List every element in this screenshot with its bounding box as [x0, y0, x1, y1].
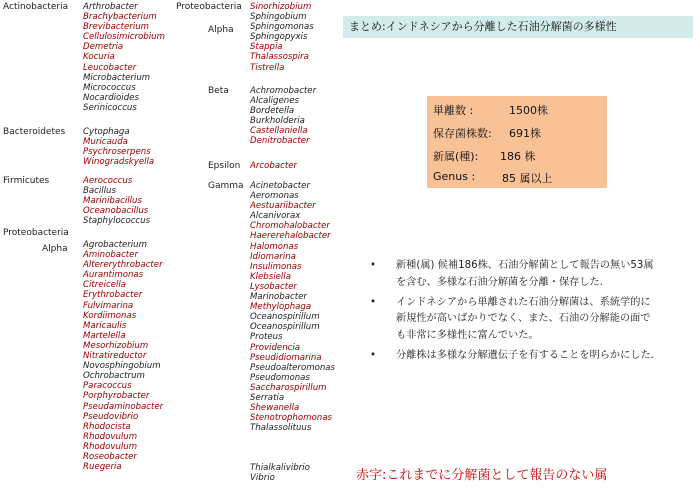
legend-note-red-text: 赤字:これまでに分解菌として報告のない属 — [356, 468, 608, 483]
genus-name-novel: Muricauda — [83, 137, 128, 148]
bullet-line: も非常に多様性に富んでいた。 — [396, 330, 539, 342]
genus-name-novel: Porphyrobacter — [83, 391, 150, 402]
genus-name-novel: Roseobacter — [83, 451, 137, 462]
stat-genus-label: Genus : — [433, 170, 476, 183]
genus-name-novel: Oceanobacillus — [83, 206, 149, 217]
genus-name-novel: Altererythrobacter — [83, 260, 163, 271]
genus-name: Agrobacterium — [83, 240, 147, 250]
genus-name: Nocardioides — [83, 92, 139, 103]
bullet-dot: • — [370, 260, 377, 271]
class-label-alpha-right: Alpha — [208, 25, 234, 35]
genus-name: Novosphingobium — [83, 361, 161, 372]
genus-name-novel: Castellaniella — [250, 126, 308, 137]
genus-name-novel: Rhodocista — [83, 421, 131, 432]
genus-name-novel: Rhodovulum — [83, 441, 138, 452]
genus-name: Micrococcus — [83, 82, 136, 93]
genus-name-novel: Methylophaga — [250, 302, 312, 313]
genus-name-novel: Stappia — [250, 42, 283, 53]
genus-name: Sphingobium — [250, 12, 307, 23]
stat-isolates-value: 1500株 — [509, 104, 548, 117]
phylum-label-actinobacteria: Actinobacteria — [3, 2, 69, 12]
genus-name: Bordetella — [250, 106, 295, 117]
stat-new-label: 新属(種): — [433, 150, 479, 163]
genus-name: Serratia — [250, 392, 285, 403]
class-label-alpha-left: Alpha — [42, 244, 68, 254]
genus-name-novel: Denitrobacter — [250, 136, 310, 147]
genus-name-novel: Aurantimonas — [83, 270, 144, 281]
genus-name-novel: Insulimonas — [250, 261, 302, 272]
genus-name-novel: Ruegeria — [83, 462, 122, 473]
genus-name-novel: Sinorhizobium — [250, 2, 312, 12]
stat-isolates-label: 単離数 : — [433, 104, 474, 117]
class-label-epsilon: Epsilon — [208, 161, 241, 171]
genus-name-novel: Aminobacter — [83, 250, 138, 261]
genus-list-beta — [250, 86, 316, 147]
genus-name: Arthrobacter — [83, 2, 138, 12]
genus-name-novel: Providencia — [250, 342, 301, 353]
genus-name-novel: Idiomarina — [250, 251, 296, 262]
genus-name: Pseudoalteromonas — [250, 362, 336, 373]
genus-list-gamma — [250, 181, 335, 433]
genus-name-novel: Lysobacter — [250, 281, 297, 292]
genus-name-novel: Erythrobacter — [83, 290, 143, 301]
genus-name: Burkholderia — [250, 116, 305, 127]
genus-name: Thalassolituus — [250, 423, 312, 434]
genus-name-novel: Kocuria — [83, 52, 115, 63]
genus-name: Aeromonas — [250, 191, 299, 202]
genus-name-novel: Psychroserpens — [83, 147, 151, 158]
bullet-line: 新種(属) 候補186株、石油分解菌として報告の無い53属 — [396, 260, 654, 271]
genus-name-novel: Pseudaminobacter — [83, 401, 164, 412]
bullet-item — [370, 348, 700, 365]
genus-list-epsilon — [250, 161, 297, 171]
genus-name: Ochrobactrum — [83, 371, 145, 382]
phylum-label-proteobacteria-right: Proteobacteria — [176, 2, 242, 12]
genus-name-novel: Maricaulis — [83, 320, 127, 331]
genus-name-novel: Kordiimonas — [83, 310, 137, 321]
genus-name-novel: Saccharospirillum — [250, 382, 327, 393]
genus-name-novel: Cellulosimicrobium — [83, 32, 165, 43]
genus-name-novel: Nitratireductor — [83, 351, 147, 362]
genus-name-novel: Paracoccus — [83, 381, 132, 392]
class-label-beta: Beta — [208, 86, 229, 96]
class-label-gamma: Gamma — [208, 181, 244, 191]
genus-name-novel: Pseudovibrio — [83, 411, 139, 422]
phylum-label-firmicutes: Firmicutes — [3, 176, 50, 186]
genus-name-novel: Tistrella — [250, 62, 285, 73]
genus-name: Vibrio — [250, 473, 275, 484]
genus-list-bacteroidetes — [83, 127, 154, 167]
genus-name: Proteus — [250, 332, 283, 343]
genus-list-actinobacteria — [83, 2, 165, 113]
genus-name-novel: Shewanella — [250, 403, 300, 414]
genus-name-novel: Fulvimarina — [83, 300, 134, 311]
genus-name-novel: Klebsiella — [250, 271, 291, 282]
genus-name: Marinobacter — [250, 292, 307, 303]
genus-list-alpha-right — [250, 2, 314, 73]
bullet-dot: • — [370, 296, 377, 308]
genus-name-novel: Brachybacterium — [83, 12, 157, 23]
genus-name: Alcanivorax — [250, 211, 301, 222]
genus-name: Serinicoccus — [83, 102, 137, 113]
genus-name: Pseudomonas — [250, 372, 310, 383]
genus-name-novel: Arcobacter — [250, 161, 298, 171]
genus-list-firmicutes — [83, 176, 150, 226]
genus-name: Thialkalivibrio — [250, 463, 310, 473]
genus-list-gamma-tail — [250, 463, 310, 483]
stat-stored-label: 保存菌株数: — [433, 127, 492, 140]
bullet-item — [370, 295, 700, 345]
genus-name-novel: Demetria — [83, 42, 124, 53]
phylum-label-proteobacteria-left: Proteobacteria — [3, 228, 69, 238]
genus-name-novel: Thalassospira — [250, 52, 309, 63]
genus-name-novel: Mesorhizobium — [83, 340, 149, 351]
genus-name-novel: Brevibacterium — [83, 22, 150, 33]
genus-name: Oceanospirillum — [250, 312, 320, 323]
genus-name-novel: Halomonas — [250, 241, 299, 252]
genus-name: Bacillus — [83, 186, 116, 197]
stat-new-value: 186 株 — [500, 150, 536, 163]
bullet-line: 分離株は多様な分解遺伝子を有することを明らかにした. — [396, 349, 654, 361]
bullet-line: 新規性が高いばかりでなく、また、石油の分解能の面で — [396, 313, 651, 325]
genus-name: Sphingopyxis — [250, 32, 308, 43]
genus-name: Sphingomonas — [250, 22, 314, 33]
genus-name-novel: Chromohalobacter — [250, 221, 330, 232]
summary-title-banner: まとめ:インドネシアから分離した石油分解菌の多様性 — [343, 16, 693, 38]
bullet-line: インドネシアから単離された石油分解菌は、系統学的に — [396, 296, 651, 308]
stat-stored-value: 691株 — [509, 127, 541, 140]
genus-name-novel: Winogradskyella — [83, 157, 155, 168]
genus-name: Acinetobacter — [250, 181, 310, 191]
stats-box — [427, 96, 607, 188]
conclusion-bullets — [370, 258, 700, 365]
stat-genus-value: 85 属以上 — [502, 172, 553, 185]
genus-name: Staphylococcus — [83, 216, 151, 227]
genus-name: Achromobacter — [250, 86, 317, 96]
bullet-dot: • — [370, 349, 377, 361]
genus-name-novel: Marinibacillus — [83, 196, 142, 207]
genus-name: Microbacterium — [83, 72, 151, 83]
genus-name: Alcaligenes — [250, 96, 299, 107]
genus-name-novel: Rhodovulum — [83, 431, 138, 442]
genus-name-novel: Aerococcus — [83, 176, 133, 186]
genus-name-novel: Leucobacter — [83, 62, 137, 73]
bullet-line: を含む、多様な石油分解菌を分離・保存した. — [396, 276, 603, 288]
genus-name-novel: Haererehalobacter — [250, 231, 331, 242]
genus-name-novel: Aestuariibacter — [250, 201, 316, 212]
genus-name-novel: Pseudidiomarina — [250, 352, 322, 363]
bullet-item — [370, 258, 700, 292]
genus-name-novel: Martelella — [83, 330, 126, 341]
genus-name: Cytophaga — [83, 127, 130, 137]
genus-name-novel: Stenotrophomonas — [250, 413, 332, 424]
genus-name-novel: Citreicella — [83, 280, 127, 291]
genus-list-proteobacteria-alpha-left — [83, 240, 163, 472]
genus-name: Oceanospirillum — [250, 322, 320, 333]
phylum-label-bacteroidetes: Bacteroidetes — [3, 127, 66, 137]
